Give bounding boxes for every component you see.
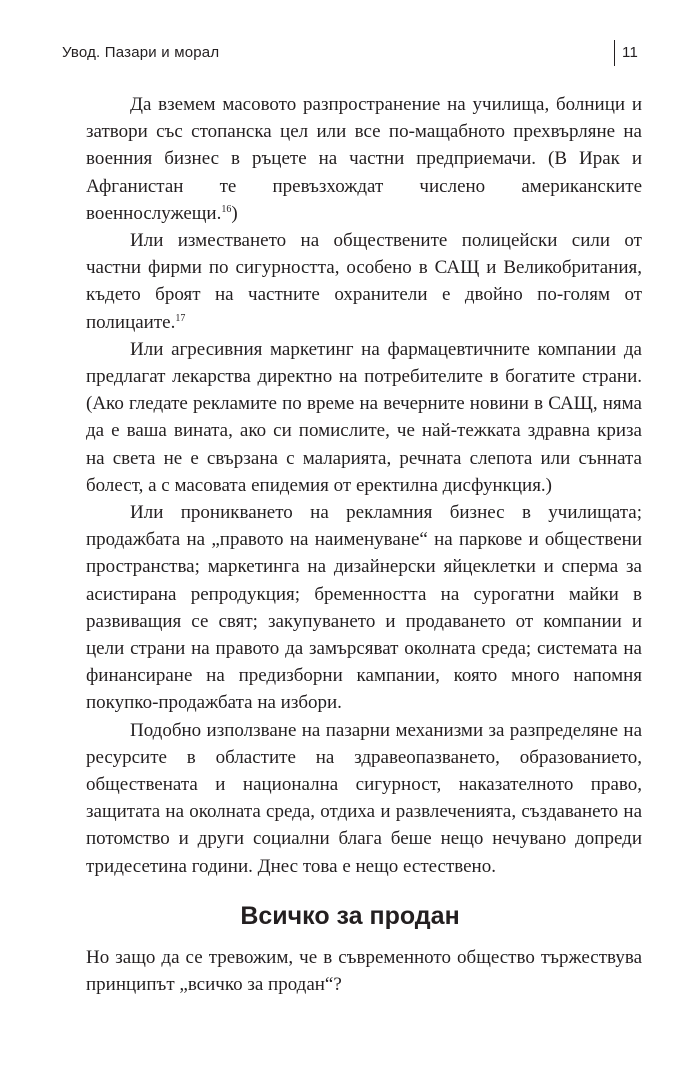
- paragraph-tail: ): [231, 202, 238, 224]
- paragraph: [86, 499, 642, 717]
- paragraph-text: Да вземем масовото разпространение на училища, болници и затвори със стопанска цел или все по-мащабното прехвърляне на военния бизнес в ръцете на частни предприемачи. (В Ирак и Афганистан те превъзхождат числено американските военнослужещи.: [86, 94, 642, 224]
- paragraph-text: Или изместването на обществените полицейски сили от частни фирми по сигурността, особено в САЩ и Великобритания, където броят на частните охранители е двойно по-голям от полицаите.: [86, 230, 642, 333]
- footnote-ref: 17: [175, 312, 186, 324]
- page-number: 11: [614, 40, 638, 66]
- paragraph-text: Подобно използване на пазарни механизми за разпределяне на ресурсите в областите на здравеопазването, образованието, обществената и национална сигурност, наказателното право, защитата на околната среда, отдиха и развлеченията, създаването на потомство и други социални блага беше нещо нечувано допреди тридесетина години. Днес това е нещо естествено.: [86, 719, 642, 877]
- paragraph: [86, 717, 642, 880]
- paragraph: [86, 91, 642, 227]
- section-paragraph: Но защо да се тревожим, че в съвременното общество тържествува принципът „всичко за продан“?: [86, 947, 642, 996]
- paragraph-text: Или агресивния маркетинг на фармацевтичните компании да предлагат лекарства директно на потребителите в богатите страни. (Ако гледате рекламите по време на вечерните новини в САЩ, няма да е ваша вината, ако си помислите, че най-тежката здравна криза на света не е свързана с маларията, речната слепота или сънната болест, а с масовата епидемия от еректилна дисфункция.): [86, 338, 642, 496]
- body-text: [86, 91, 642, 880]
- running-header: [62, 44, 638, 66]
- running-title: Увод. Пазари и морал: [62, 44, 220, 61]
- paragraph: [86, 336, 642, 499]
- paragraph-text: Или проникването на рекламния бизнес в училищата; продажбата на „правото на наименуване“ на паркове и обществени пространства; маркетинга на дизайнерски яйцеклетки и сперма за асистирана репродукция; бременността на сурогатни майки в развиващия се свят; закупуването и продаването от компании и цели страни на правото да замърсяват околната среда; системата на финансиране на предизборни кампании, която много напомня покупко-продажбата на избори.: [86, 502, 642, 714]
- footnote-ref: 16: [221, 203, 232, 215]
- section-heading: Всичко за продан: [240, 902, 460, 930]
- paragraph: [86, 227, 642, 336]
